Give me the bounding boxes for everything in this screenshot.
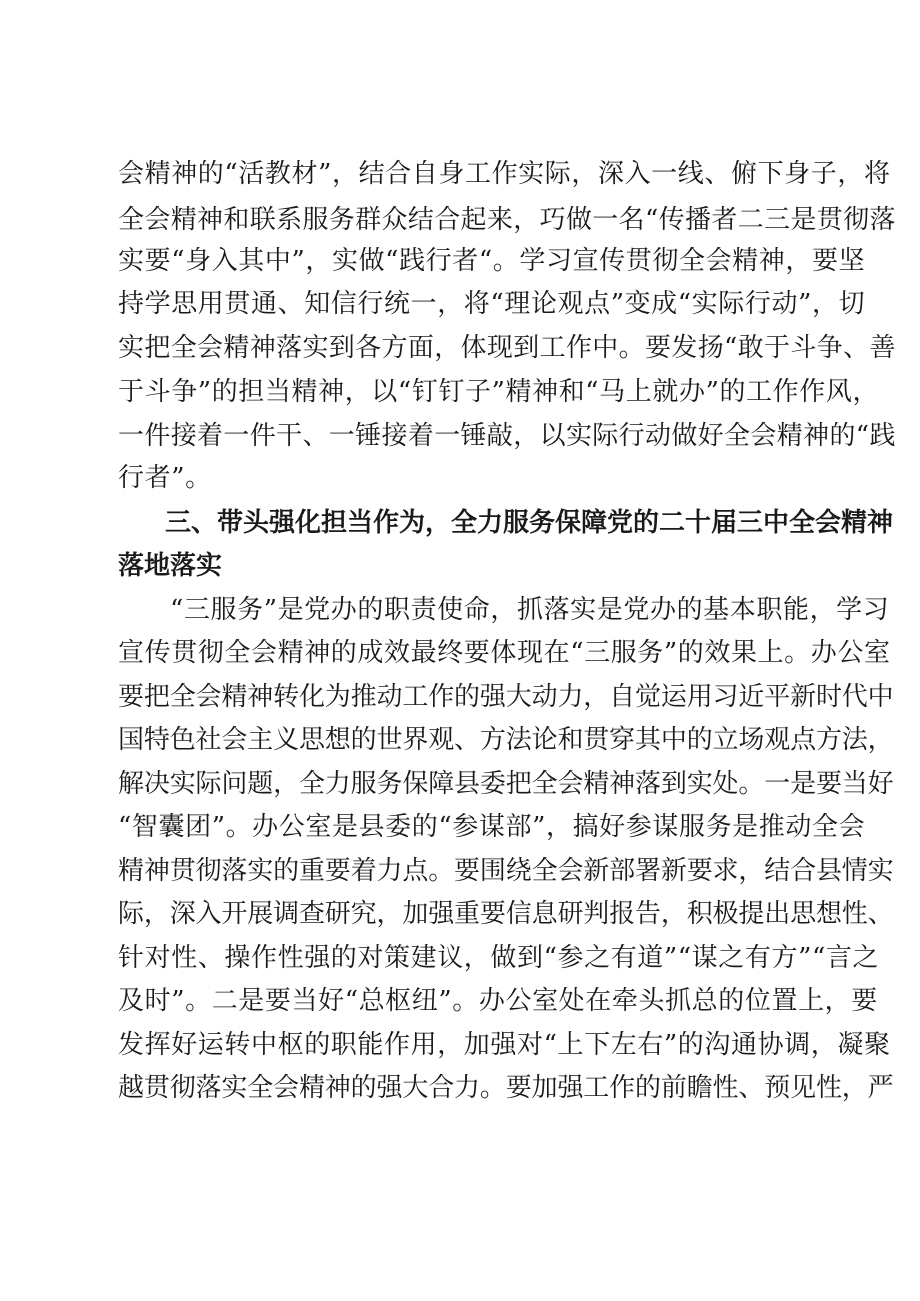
paragraph-1-line-8: 行者”。 xyxy=(118,463,212,493)
paragraph-2-line-2: 宣传贯彻全会精神的成效最终要体现在“三服务”的效果上。办公室 xyxy=(118,638,891,668)
paragraph-1-line-6: 于斗争”的担当精神，以“钉钉子”精神和“马上就办”的工作作风， xyxy=(118,377,880,407)
paragraph-2-line-4: 国特色社会主义思想的世界观、方法论和贯穿其中的立场观点方法， xyxy=(118,725,894,755)
paragraph-2-line-1: “三服务”是党办的职责使命，抓落实是党办的基本职能，学习 xyxy=(170,595,890,625)
paragraph-2-line-10: 及时”。二是要当好“总枢纽”。办公室处在牵头抓总的位置上，要 xyxy=(118,986,878,1016)
paragraph-1-line-5: 实把全会精神落实到各方面，体现到工作中。要发扬“敢于斗争、善 xyxy=(118,333,896,363)
section-heading-line-2: 落地落实 xyxy=(118,551,223,581)
paragraph-1-line-2: 全会精神和联系服务群众结合起来，巧做一名“传播者二三是贯彻落 xyxy=(118,205,896,235)
paragraph-1-line-4: 持学思用贯通、知信行统一，将“理论观点”变成“实际行动”，切 xyxy=(118,289,866,319)
paragraph-2-line-9: 针对性、操作性强的对策建议，做到“参之有道”“谋之有方”“言之 xyxy=(118,943,880,973)
paragraph-1-line-3: 实要“身入其中”，实做“践行者“。学习宣传贯彻全会精神，要坚 xyxy=(118,246,866,276)
paragraph-2-line-11: 发挥好运转中枢的职能作用，加强对“上下左右”的沟通协调，凝聚 xyxy=(118,1030,891,1060)
paragraph-1-line-7: 一件接着一件干、一锤接着一锤敲，以实际行动做好全会精神的“践 xyxy=(118,421,896,451)
paragraph-1-line-1: 会精神的“活教材”，结合自身工作实际，深入一线、俯下身子，将 xyxy=(118,159,891,189)
paragraph-2-line-8: 际，深入开展调查研究，加强重要信息研判报告，积极提出思想性、 xyxy=(118,899,894,929)
paragraph-2-line-6: “智囊团”。办公室是县委的“参谋部”，搞好参谋服务是推动全会 xyxy=(118,812,866,842)
paragraph-2-line-7: 精神贯彻落实的重要着力点。要围绕全会新部署新要求，结合县情实 xyxy=(118,856,894,886)
section-heading-line-1: 三、带头强化担当作为，全力服务保障党的二十届三中全会精神 xyxy=(165,508,894,538)
paragraph-2-line-5: 解决实际问题，全力服务保障县委把全会精神落到实处。一是要当好 xyxy=(118,769,894,799)
paragraph-2-line-3: 要把全会精神转化为推动工作的强大动力，自觉运用习近平新时代中 xyxy=(118,682,894,712)
paragraph-2-line-12: 越贯彻落实全会精神的强大合力。要加强工作的前瞻性、预见性，严 xyxy=(118,1073,894,1103)
